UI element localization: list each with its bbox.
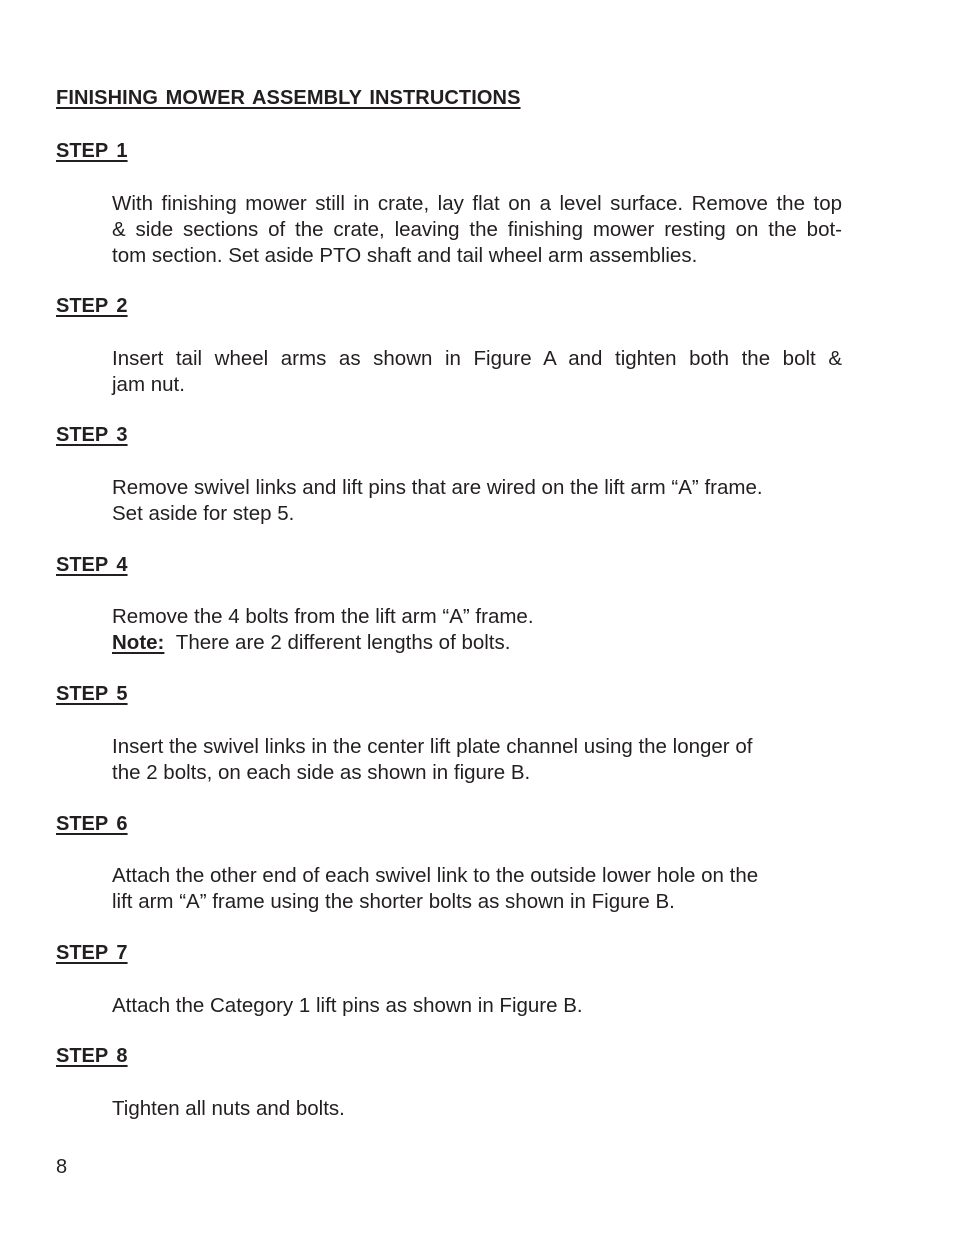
step-3-heading: STEP 3	[56, 424, 128, 446]
page-number: 8	[56, 1156, 68, 1178]
note-label: Note:	[112, 630, 165, 654]
step-6-heading: STEP 6	[56, 813, 128, 835]
step-2-line-1: Insert tail wheel arms as shown in Figure A and tighten both the bolt &	[112, 347, 842, 370]
step-1-line-2: & side sections of the crate, leaving the finishing mower resting on the bot-	[112, 217, 842, 241]
step-5-text	[112, 734, 842, 786]
step-7-line-1: Attach the Category 1 lift pins as shown in Figure B.	[112, 994, 583, 1017]
step-8-text	[112, 1096, 842, 1122]
step-6-text	[112, 863, 842, 915]
step-1-line-1: With finishing mower still in crate, lay flat on a level surface. Remove the top	[112, 192, 842, 215]
step-3-text	[112, 475, 842, 527]
note-text: There are 2 different lengths of bolts.	[175, 630, 511, 654]
step-2-heading: STEP 2	[56, 295, 128, 317]
step-1-text	[112, 191, 842, 268]
step-6-line-2: lift arm “A” frame using the shorter bolts as shown in Figure B.	[112, 889, 675, 913]
step-5-heading: STEP 5	[56, 683, 128, 705]
page-title: FINISHING MOWER ASSEMBLY INSTRUCTIONS	[56, 87, 521, 109]
step-2-line-2: jam nut.	[112, 372, 185, 396]
step-7-heading: STEP 7	[56, 942, 128, 964]
step-5-line-2: the 2 bolts, on each side as shown in figure B.	[112, 760, 531, 784]
step-4-note	[112, 630, 842, 656]
step-1-line-3: tom section. Set aside PTO shaft and tail wheel arm assemblies.	[112, 243, 698, 267]
step-1-heading: STEP 1	[56, 140, 128, 162]
step-3-line-1: Remove swivel links and lift pins that are wired on the lift arm “A” frame.	[112, 476, 763, 499]
step-8-line-1: Tighten all nuts and bolts.	[112, 1097, 345, 1120]
step-4-line-1: Remove the 4 bolts from the lift arm “A” frame.	[112, 605, 534, 628]
step-7-text	[112, 993, 842, 1019]
step-6-line-1: Attach the other end of each swivel link to the outside lower hole on the	[112, 864, 759, 887]
step-4-text	[112, 604, 842, 656]
step-5-line-1: Insert the swivel links in the center lift plate channel using the longer of	[112, 735, 753, 758]
step-8-heading: STEP 8	[56, 1045, 128, 1067]
step-2-text	[112, 346, 842, 398]
step-4-heading: STEP 4	[56, 554, 128, 576]
step-3-line-2: Set aside for step 5.	[112, 501, 295, 525]
